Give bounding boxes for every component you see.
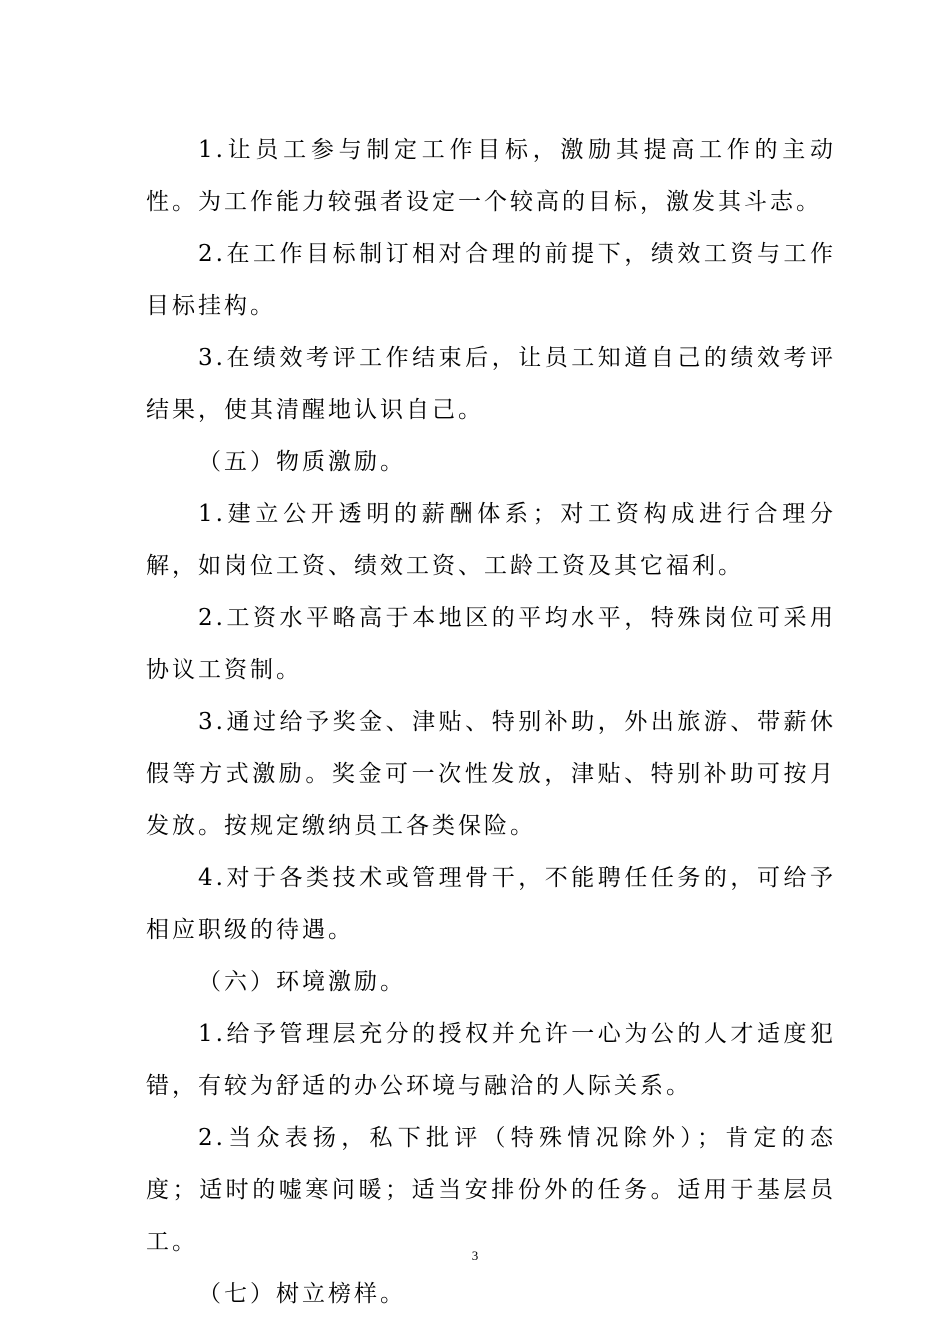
paragraph-10: 1.给予管理层充分的授权并允许一心为公的人才适度犯错，有较为舒适的办公环境与融洽的人际关系。 <box>146 1021 836 1099</box>
paragraph-8: 4.对于各类技术或管理骨干，不能聘任任务的，可给予相应职级的待遇。 <box>146 865 836 943</box>
section-heading-7: （七）树立榜样。 <box>198 1281 406 1307</box>
section-heading-6: （六）环境激励。 <box>198 969 406 995</box>
page-number: 3 <box>471 1248 479 1263</box>
paragraph-6: 2.工资水平略高于本地区的平均水平，特殊岗位可采用协议工资制。 <box>146 605 836 683</box>
paragraph-1: 1.让员工参与制定工作目标，激励其提高工作的主动性。为工作能力较强者设定一个较高的目标，激发其斗志。 <box>146 137 836 215</box>
document-body <box>146 124 836 1320</box>
paragraph-11: 2.当众表扬，私下批评（特殊情况除外）；肯定的态度；适时的嘘寒问暖；适当安排份外的任务。适用于基层员工。 <box>146 1125 836 1255</box>
paragraph-5: 1.建立公开透明的薪酬体系；对工资构成进行合理分解，如岗位工资、绩效工资、工龄工资及其它福利。 <box>146 501 836 579</box>
paragraph-2: 2.在工作目标制订相对合理的前提下，绩效工资与工作目标挂构。 <box>146 241 836 319</box>
paragraph-3: 3.在绩效考评工作结束后，让员工知道自己的绩效考评结果，使其清醒地认识自己。 <box>146 345 836 423</box>
paragraph-7: 3.通过给予奖金、津贴、特别补助，外出旅游、带薪休假等方式激励。奖金可一次性发放，津贴、特别补助可按月发放。按规定缴纳员工各类保险。 <box>146 709 836 839</box>
section-heading-5: （五）物质激励。 <box>198 449 406 475</box>
